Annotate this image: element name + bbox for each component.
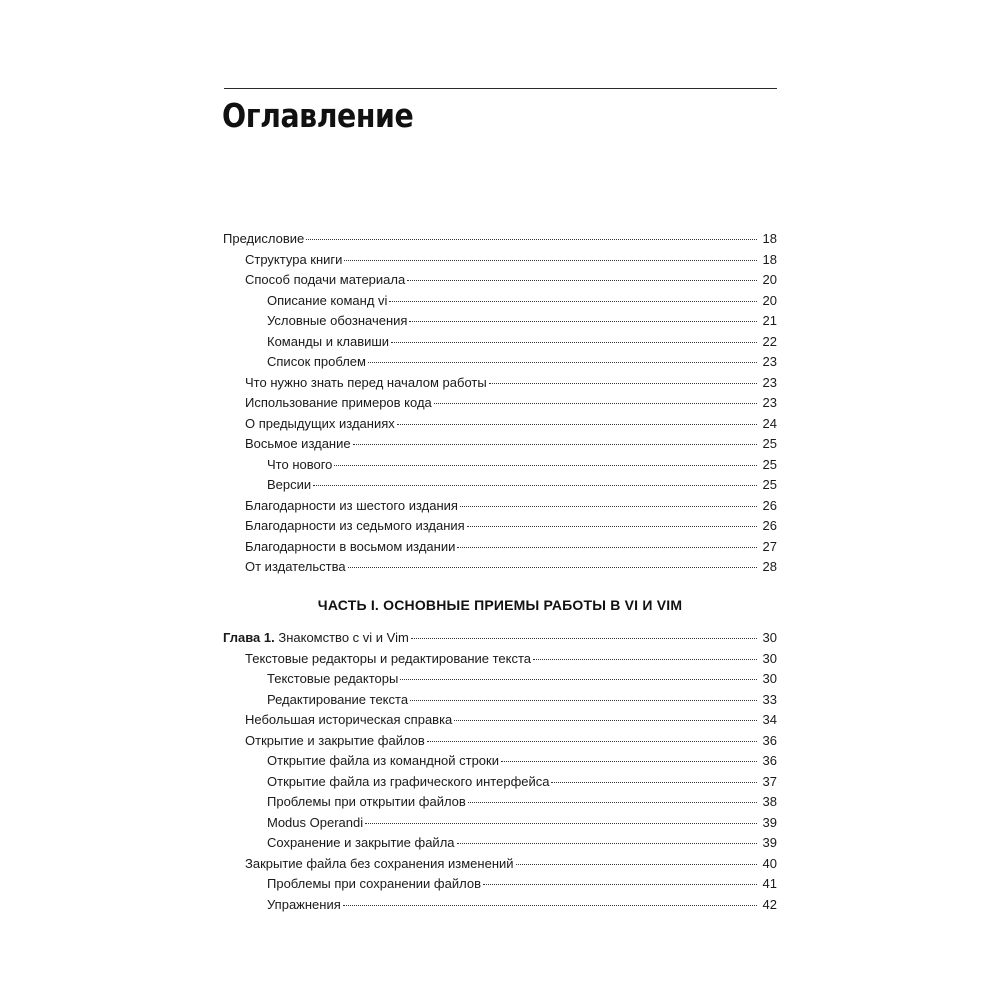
toc-entry-title — [245, 434, 351, 455]
toc-entry-page: 36 — [762, 732, 777, 748]
dot-leader — [389, 301, 757, 302]
toc-entry-page: 37 — [762, 773, 777, 789]
dot-leader — [397, 424, 757, 425]
toc-entry-text: От издательства — [245, 559, 346, 574]
toc-entry-title — [267, 311, 407, 332]
toc-entry — [223, 250, 777, 271]
toc-entry-page: 23 — [762, 354, 777, 369]
toc-entry-title — [267, 895, 341, 916]
toc-entry-title — [267, 475, 311, 496]
toc-entry-title — [223, 229, 304, 250]
dot-leader — [489, 383, 757, 384]
toc-entry-page: 24 — [762, 415, 777, 431]
toc-front-matter — [223, 229, 777, 578]
toc-entry — [223, 311, 777, 332]
toc-entry-title — [267, 352, 366, 373]
dot-leader — [343, 905, 757, 906]
toc-entry-page: 20 — [762, 292, 777, 308]
toc-entry — [223, 710, 777, 731]
toc-entry — [223, 373, 777, 394]
part-heading: ЧАСТЬ I. ОСНОВНЫЕ ПРИЕМЫ РАБОТЫ В VI И VIM — [317, 597, 683, 613]
toc-entry-page: 26 — [762, 518, 777, 533]
toc-entry — [223, 690, 777, 711]
dot-leader — [501, 761, 757, 762]
toc-entry-text: Что нового — [267, 456, 333, 472]
toc-entry — [223, 291, 777, 312]
toc-entry — [223, 270, 777, 291]
dot-leader — [409, 321, 757, 322]
toc-entry-text: Описание команд vi — [267, 292, 388, 308]
toc-entry — [223, 229, 777, 250]
toc-entry-title — [267, 291, 387, 312]
dot-leader — [306, 239, 757, 240]
toc-entry-title — [245, 250, 342, 271]
toc-entry — [223, 434, 777, 455]
toc-entry-page: 30 — [762, 650, 777, 666]
toc-entry-text: Благодарности в восьмом издании — [245, 538, 456, 554]
toc-entry-text: Предисловие — [223, 231, 305, 246]
toc-entry-page: 38 — [762, 794, 777, 809]
toc-entry — [223, 352, 777, 373]
toc-entry-text: Версии — [267, 477, 312, 492]
toc-entry-title — [245, 373, 487, 394]
toc-entry-text: Благодарности из шестого издания — [245, 497, 458, 513]
toc-entry-text: Проблемы при открытии файлов — [267, 794, 466, 809]
toc-entry-page: 28 — [762, 559, 777, 574]
toc-entry-title — [267, 792, 466, 813]
toc-entry-title — [245, 649, 531, 670]
toc-entry-text: Открытие файла из командной строки — [267, 753, 499, 768]
toc-entry-page: 21 — [762, 313, 777, 328]
page-title: Оглавление — [222, 96, 414, 135]
dot-leader — [410, 700, 757, 701]
toc-entry-title — [267, 455, 332, 476]
dot-leader — [365, 823, 757, 824]
toc-entry — [223, 496, 777, 517]
toc-entry-text: Modus Operandi — [267, 814, 364, 830]
toc-entry-text: Благодарности из седьмого издания — [245, 518, 465, 533]
toc-entry-title — [267, 669, 398, 690]
toc-entry-page: 23 — [762, 395, 777, 410]
toc-entry — [223, 537, 777, 558]
dot-leader — [434, 403, 757, 404]
toc-entry-text: Знакомство с vi и Vim — [278, 630, 409, 645]
toc-entry-page: 33 — [762, 691, 777, 707]
dot-leader — [407, 280, 757, 281]
toc-entry — [223, 628, 777, 649]
dot-leader — [348, 567, 757, 568]
toc-entry-title — [267, 833, 455, 854]
dot-leader — [533, 659, 757, 660]
toc-entry — [223, 772, 777, 793]
toc-entry — [223, 557, 777, 578]
toc-entry-page: 18 — [762, 251, 777, 267]
toc-entry-page: 27 — [762, 538, 777, 554]
toc-entry-title — [267, 874, 481, 895]
toc-entry — [223, 393, 777, 414]
toc-entry-text: Текстовые редакторы и редактирование текста — [245, 650, 532, 666]
toc-entry-page: 30 — [762, 630, 777, 645]
toc-entry-text: Восьмое издание — [245, 436, 351, 451]
toc-entry-title — [223, 628, 409, 649]
toc-entry — [223, 414, 777, 435]
toc-entry-title — [267, 332, 389, 353]
toc-entry-text: Открытие файла из графического интерфейса — [267, 773, 550, 789]
dot-leader — [400, 679, 757, 680]
toc-entry — [223, 895, 777, 916]
toc-entry-page: 39 — [762, 814, 777, 830]
toc-entry — [223, 669, 777, 690]
toc-entry — [223, 332, 777, 353]
toc-entry-text: Список проблем — [267, 354, 366, 369]
dot-leader — [516, 864, 757, 865]
toc-entry — [223, 792, 777, 813]
toc-entry-page: 18 — [762, 231, 777, 246]
toc-entry-text: Закрытие файла без сохранения изменений — [245, 855, 514, 871]
toc-entry-page: 25 — [762, 477, 777, 492]
dot-leader — [468, 802, 757, 803]
toc-entry-title — [245, 414, 395, 435]
toc-entry-title — [245, 557, 346, 578]
dot-leader — [551, 782, 757, 783]
toc-entry-page: 39 — [762, 835, 777, 850]
dot-leader — [483, 884, 757, 885]
toc-entry-text: Упражнения — [267, 896, 341, 912]
toc-entry-page: 26 — [762, 497, 777, 513]
top-rule — [224, 88, 777, 89]
toc-entry-text: Текстовые редакторы — [267, 671, 399, 686]
toc-entry-title — [245, 731, 425, 752]
toc-entry-page: 22 — [762, 333, 777, 349]
toc-entry-text: Структура книги — [245, 251, 343, 267]
toc-entry-page: 41 — [762, 876, 777, 891]
toc-entry — [223, 475, 777, 496]
toc-entry-text: Способ подачи материала — [245, 272, 406, 287]
toc-entry — [223, 751, 777, 772]
toc-entry-page: 30 — [762, 671, 777, 686]
toc-entry-text: Команды и клавиши — [267, 333, 390, 349]
toc-entry-text: Небольшая историческая справка — [245, 712, 453, 727]
toc-entry — [223, 813, 777, 834]
toc-entry-title — [245, 710, 452, 731]
dot-leader — [467, 526, 757, 527]
dot-leader — [457, 843, 757, 844]
toc-entry-text: Что нужно знать перед началом работы — [245, 374, 487, 390]
toc-entry-page: 23 — [762, 374, 777, 390]
toc-entry-text: Открытие и закрытие файлов — [245, 732, 425, 748]
toc-entry-page: 36 — [762, 753, 777, 768]
toc-entry — [223, 516, 777, 537]
toc-entry-text: Сохранение и закрытие файла — [267, 835, 455, 850]
toc-chapter-1 — [223, 628, 777, 915]
toc-entry-title — [267, 751, 499, 772]
toc-entry-title — [267, 772, 549, 793]
toc-entry-title — [245, 496, 458, 517]
toc-entry-title — [245, 854, 514, 875]
toc-entry-title — [245, 516, 465, 537]
toc-entry — [223, 874, 777, 895]
dot-leader — [427, 741, 757, 742]
toc-entry-page: 42 — [762, 896, 777, 912]
toc-entry-title — [245, 537, 455, 558]
toc-entry-title — [245, 393, 432, 414]
toc-entry-page: 34 — [762, 712, 777, 727]
toc-entry — [223, 455, 777, 476]
toc-entry-text: Использование примеров кода — [245, 395, 432, 410]
dot-leader — [344, 260, 757, 261]
toc-entry-text: Проблемы при сохранении файлов — [267, 876, 481, 891]
toc-entry-title — [245, 270, 405, 291]
chapter-label: Глава 1. — [223, 630, 275, 645]
dot-leader — [353, 444, 757, 445]
dot-leader — [460, 506, 757, 507]
toc-entry-text: Редактирование текста — [267, 691, 409, 707]
dot-leader — [368, 362, 757, 363]
toc-entry-title — [267, 813, 363, 834]
dot-leader — [313, 485, 757, 486]
dot-leader — [391, 342, 757, 343]
toc-entry — [223, 833, 777, 854]
toc-entry-text: Условные обозначения — [267, 313, 408, 328]
toc-entry — [223, 731, 777, 752]
toc-entry-page: 40 — [762, 855, 777, 871]
toc-entry — [223, 854, 777, 875]
toc-entry-page: 25 — [762, 436, 777, 451]
dot-leader — [334, 465, 757, 466]
toc-entry-title — [267, 690, 408, 711]
toc-entry-text: О предыдущих изданиях — [245, 415, 395, 431]
toc-entry — [223, 649, 777, 670]
dot-leader — [411, 638, 757, 639]
dot-leader — [457, 547, 757, 548]
toc-entry-page: 20 — [762, 272, 777, 287]
toc-entry-page: 25 — [762, 456, 777, 472]
dot-leader — [454, 720, 757, 721]
